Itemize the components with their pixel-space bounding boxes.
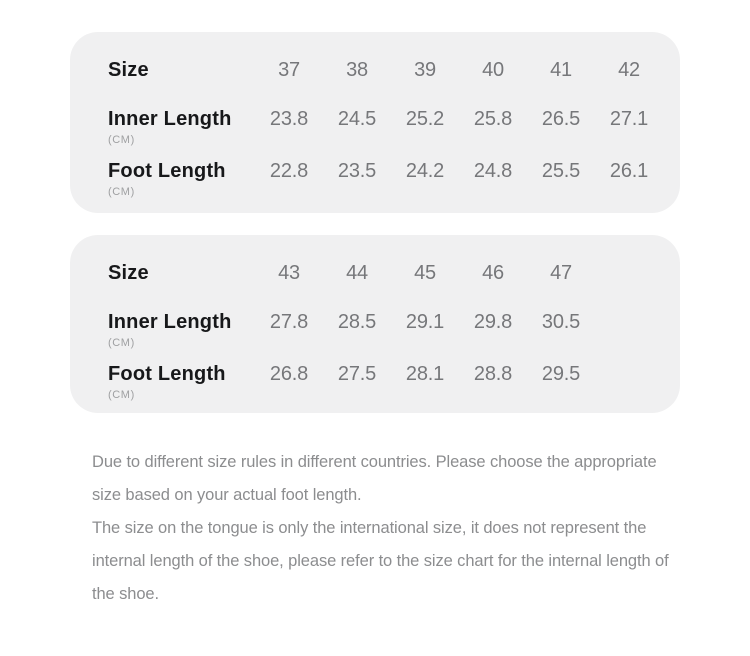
value-cell: 30.5: [541, 311, 581, 333]
value-cell: 26.1: [609, 160, 649, 182]
table-row: [108, 309, 680, 350]
value-cell: 27.8: [269, 311, 309, 333]
value-cell: 46: [482, 262, 504, 284]
row-label: Size: [108, 59, 149, 81]
value-cell: 44: [346, 262, 368, 284]
table-row: [108, 57, 680, 83]
row-label-group: [108, 57, 255, 83]
value-cell: 43: [278, 262, 300, 284]
row-label: Inner Length: [108, 108, 232, 130]
value-cell: 38: [346, 59, 368, 81]
value-cell: 29.8: [473, 311, 513, 333]
value-cell: 39: [414, 59, 436, 81]
value-cell: 23.5: [337, 160, 377, 182]
row-label: Foot Length: [108, 160, 226, 182]
row-unit-label: (CM): [108, 134, 135, 146]
table-row: [108, 260, 680, 286]
value-cell: 29.5: [541, 363, 581, 385]
size-chart-notes: [92, 446, 676, 611]
table-row: [108, 158, 680, 199]
table-row: [108, 106, 680, 147]
value-cell: 37: [278, 59, 300, 81]
value-cell: 42: [618, 59, 640, 81]
row-label: Inner Length: [108, 311, 232, 333]
note-paragraph-tongue-size: The size on the tongue is only the international size, it does not represent the internal length of the shoe, please refer to the size chart for the internal length of the shoe.: [92, 519, 669, 603]
row-unit-label: (CM): [108, 186, 135, 198]
value-cell: 26.5: [541, 108, 581, 130]
row-label-group: [108, 106, 255, 147]
value-cell: 23.8: [269, 108, 309, 130]
value-cell: 40: [482, 59, 504, 81]
row-label: Size: [108, 262, 149, 284]
value-cell: 28.8: [473, 363, 513, 385]
value-cell: 47: [550, 262, 572, 284]
value-cell: 41: [550, 59, 572, 81]
table-row: [108, 361, 680, 402]
value-cell: 28.1: [405, 363, 445, 385]
value-cell: 45: [414, 262, 436, 284]
row-unit-label: (CM): [108, 389, 135, 401]
value-cell: 25.5: [541, 160, 581, 182]
value-cell: 25.8: [473, 108, 513, 130]
value-cell: 27.5: [337, 363, 377, 385]
value-cell: 28.5: [337, 311, 377, 333]
value-cell: 22.8: [269, 160, 309, 182]
row-label: Foot Length: [108, 363, 226, 385]
row-label-group: [108, 260, 255, 286]
value-cell: 25.2: [405, 108, 445, 130]
note-paragraph-size-rules: Due to different size rules in different countries. Please choose the appropriate size based on your actual foot length.: [92, 453, 657, 504]
value-cell: 24.2: [405, 160, 445, 182]
value-cell: 24.5: [337, 108, 377, 130]
size-table-card-eu-37-42: [70, 32, 680, 213]
size-table-card-eu-43-47: [70, 235, 680, 413]
row-unit-label: (CM): [108, 337, 135, 349]
row-label-group: [108, 158, 255, 199]
value-cell: 27.1: [609, 108, 649, 130]
row-label-group: [108, 361, 255, 402]
value-cell: 29.1: [405, 311, 445, 333]
row-label-group: [108, 309, 255, 350]
value-cell: 24.8: [473, 160, 513, 182]
value-cell: 26.8: [269, 363, 309, 385]
